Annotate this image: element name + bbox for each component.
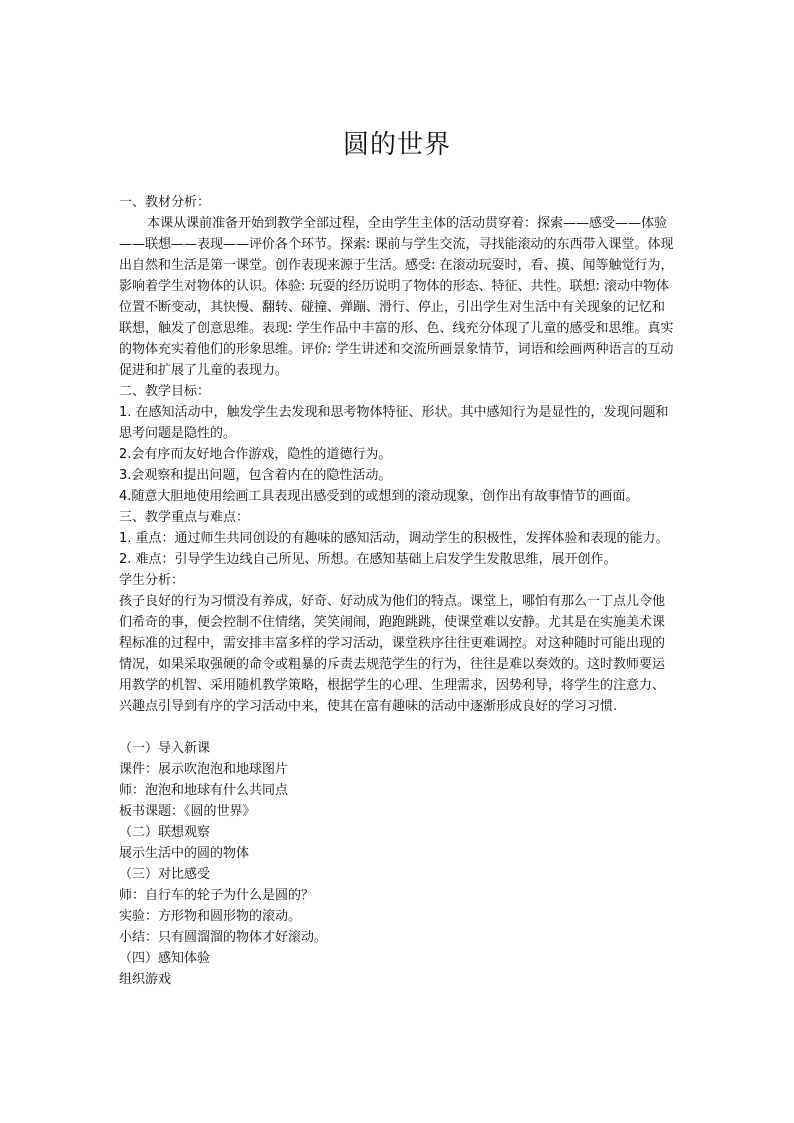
process-line: （二）联想观察 [119,825,211,840]
process-line: 组织游戏 [119,972,172,987]
page-title: 圆的世界 [342,130,451,160]
process-line: （一）导入新课 [119,741,211,756]
goal-item-1: 1. 在感知活动中，触发学生去发现和思考物体特征、形状。其中感知行为是显性的，发现问题和思考问题是隐性的。 [119,405,669,441]
process-line: 板书课题：《圆的世界》 [119,804,256,819]
process-line: 师：自行车的轮子为什么是圆的？ [119,888,315,903]
process-line: 实验：方形物和圆形物的滚动。 [119,909,302,924]
process-line: 小结：只有圆溜溜的物体才好滚动。 [119,930,328,945]
process-line: 课件：展示吹泡泡和地球图片 [119,762,289,777]
process-line: （四）感知体验 [119,951,211,966]
process-line: （三）对比感受 [119,867,211,882]
process-line: 师：泡泡和地球有什么共同点 [119,783,289,798]
goal-item-4: 4.随意大胆地使用绘画工具表现出感受到的或想到的滚动现象，创作出有故事情节的画面。 [119,489,639,504]
section-heading-goals: 二、教学目标： [119,384,211,399]
document-body [119,192,677,990]
section-heading-key-points: 三、教学重点与难点： [119,510,250,525]
analysis-paragraph: 本课从课前准备开始到教学全部过程，全由学生主体的活动贯穿着：探索——感受——体验——联想——表现——评价各个环节。探索: 课前与学生交流，寻找能滚动的东西带入课堂。体现出自然和生活是第一课堂。创作表现来源于生活。感受: 在滚动玩耍时，看、摸、闻等触觉行为，影响着学生对物体的认识。体验: 玩耍的经历说明了物体的形态、特征、共性。联想: 滚动中物体位置不断变动，其快慢、翻转、碰撞、弹蹦、滑行、停止，引出学生对生活中有关现象的记忆和联想，触发了创意思维。表现: 学生作品中丰富的形、色、线充分体现了儿童的感受和思维。真实的物体充实着他们的形象思维。评价: 学生讲述和交流所画景象情节，词语和绘画两种语言的互动促进和扩展了儿童的表现力。 [119,216,674,378]
key-point-2: 2. 难点：引导学生边线自己所见、所想。在感知基础上启发学生发散思维，展开创作。 [119,552,617,567]
key-point-1: 1. 重点：通过师生共同创设的有趣味的感知活动，调动学生的积极性，发挥体验和表现的能力。 [119,531,669,546]
goal-item-3: 3.会观察和提出问题，包含着内在的隐性活动。 [119,468,392,483]
process-line: 展示生活中的圆的物体 [119,846,250,861]
section-heading-analysis: 一、教材分析： [119,195,211,210]
student-analysis-paragraph: 孩子良好的行为习惯没有养成，好奇、好动成为他们的特点。课堂上，哪怕有那么一丁点儿令他们希奇的事，便会控制不住情绪，笑笑闹闹，跑跑跳跳，使课堂难以安静。尤其是在实施美术课程标准的过程中，需安排丰富多样的学习活动，课堂秩序往往更难调控。对这种随时可能出现的情况，如果采取强硬的命令或粗暴的斥责去规范学生的行为，往往是难以奏效的。这时教师要运用教学的机智、采用随机教学策略，根据学生的心理、生理需求，因势利导，将学生的注意力、兴趣点引导到有序的学习活动中来，使其在富有趣味的活动中逐渐形成良好的学习习惯. [119,594,666,714]
goal-item-2: 2.会有序而友好地合作游戏，隐性的道德行为。 [119,447,392,462]
section-heading-student-analysis: 学生分析： [119,573,185,588]
spacer [119,717,677,738]
